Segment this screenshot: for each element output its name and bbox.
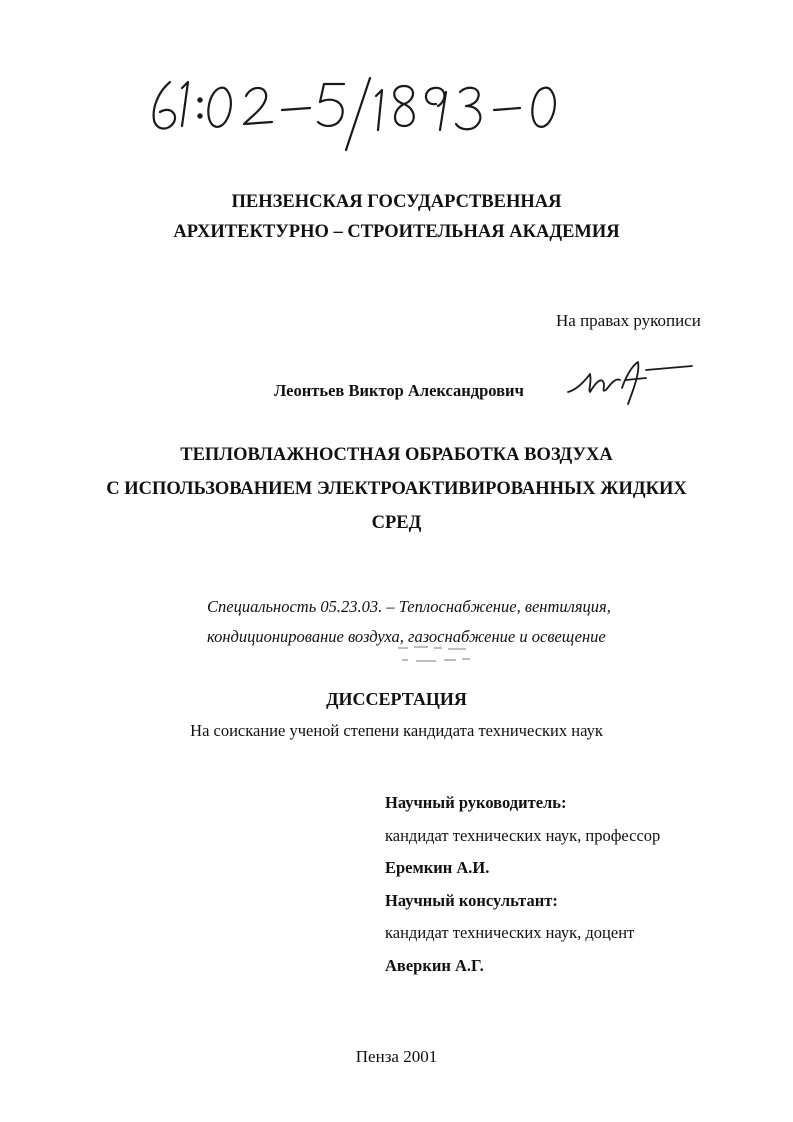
handwritten-archive-code — [148, 74, 568, 154]
institution-line-1: ПЕНЗЕНСКАЯ ГОСУДАРСТВЕННАЯ — [231, 192, 562, 212]
consultant-label: Научный консультант: — [385, 890, 558, 910]
consultant-rank: кандидат технических наук, доцент — [385, 923, 635, 943]
supervisor-name: Еремкин А.И. — [385, 858, 490, 878]
author-signature — [566, 352, 696, 412]
title-line-3: СРЕД — [371, 513, 422, 533]
city-year: Пенза 2001 — [355, 1047, 438, 1066]
advisors-block — [385, 787, 660, 983]
institution-name — [0, 187, 793, 247]
institution-line-2: АРХИТЕКТУРНО – СТРОИТЕЛЬНАЯ АКАДЕМИЯ — [173, 222, 620, 242]
stamp-smudge — [392, 643, 492, 671]
supervisor-rank: кандидат технических наук, профессор — [385, 825, 661, 845]
specialty-line-1: Специальность 05.23.03. – Теплоснабжение, вентиляция, — [207, 597, 611, 616]
title-line-2: С ИСПОЛЬЗОВАНИЕМ ЭЛЕКТРОАКТИВИРОВАННЫХ ЖИДКИХ — [106, 479, 687, 499]
dissertation-label: ДИССЕРТАЦИЯ — [326, 689, 467, 709]
title-line-1: ТЕПЛОВЛАЖНОСТНАЯ ОБРАБОТКА ВОЗДУХА — [180, 445, 613, 465]
author-name: Леонтьев Виктор Александрович — [274, 381, 524, 400]
specialty-line-2: кондиционирование воздуха, газоснабжение и освещение — [207, 627, 606, 646]
manuscript-note: На правах рукописи — [556, 311, 701, 330]
dissertation-title — [0, 438, 793, 540]
consultant-name: Аверкин А.Г. — [385, 955, 484, 975]
degree-sought: На соискание ученой степени кандидата технических наук — [190, 721, 603, 740]
supervisor-label: Научный руководитель: — [385, 793, 567, 812]
